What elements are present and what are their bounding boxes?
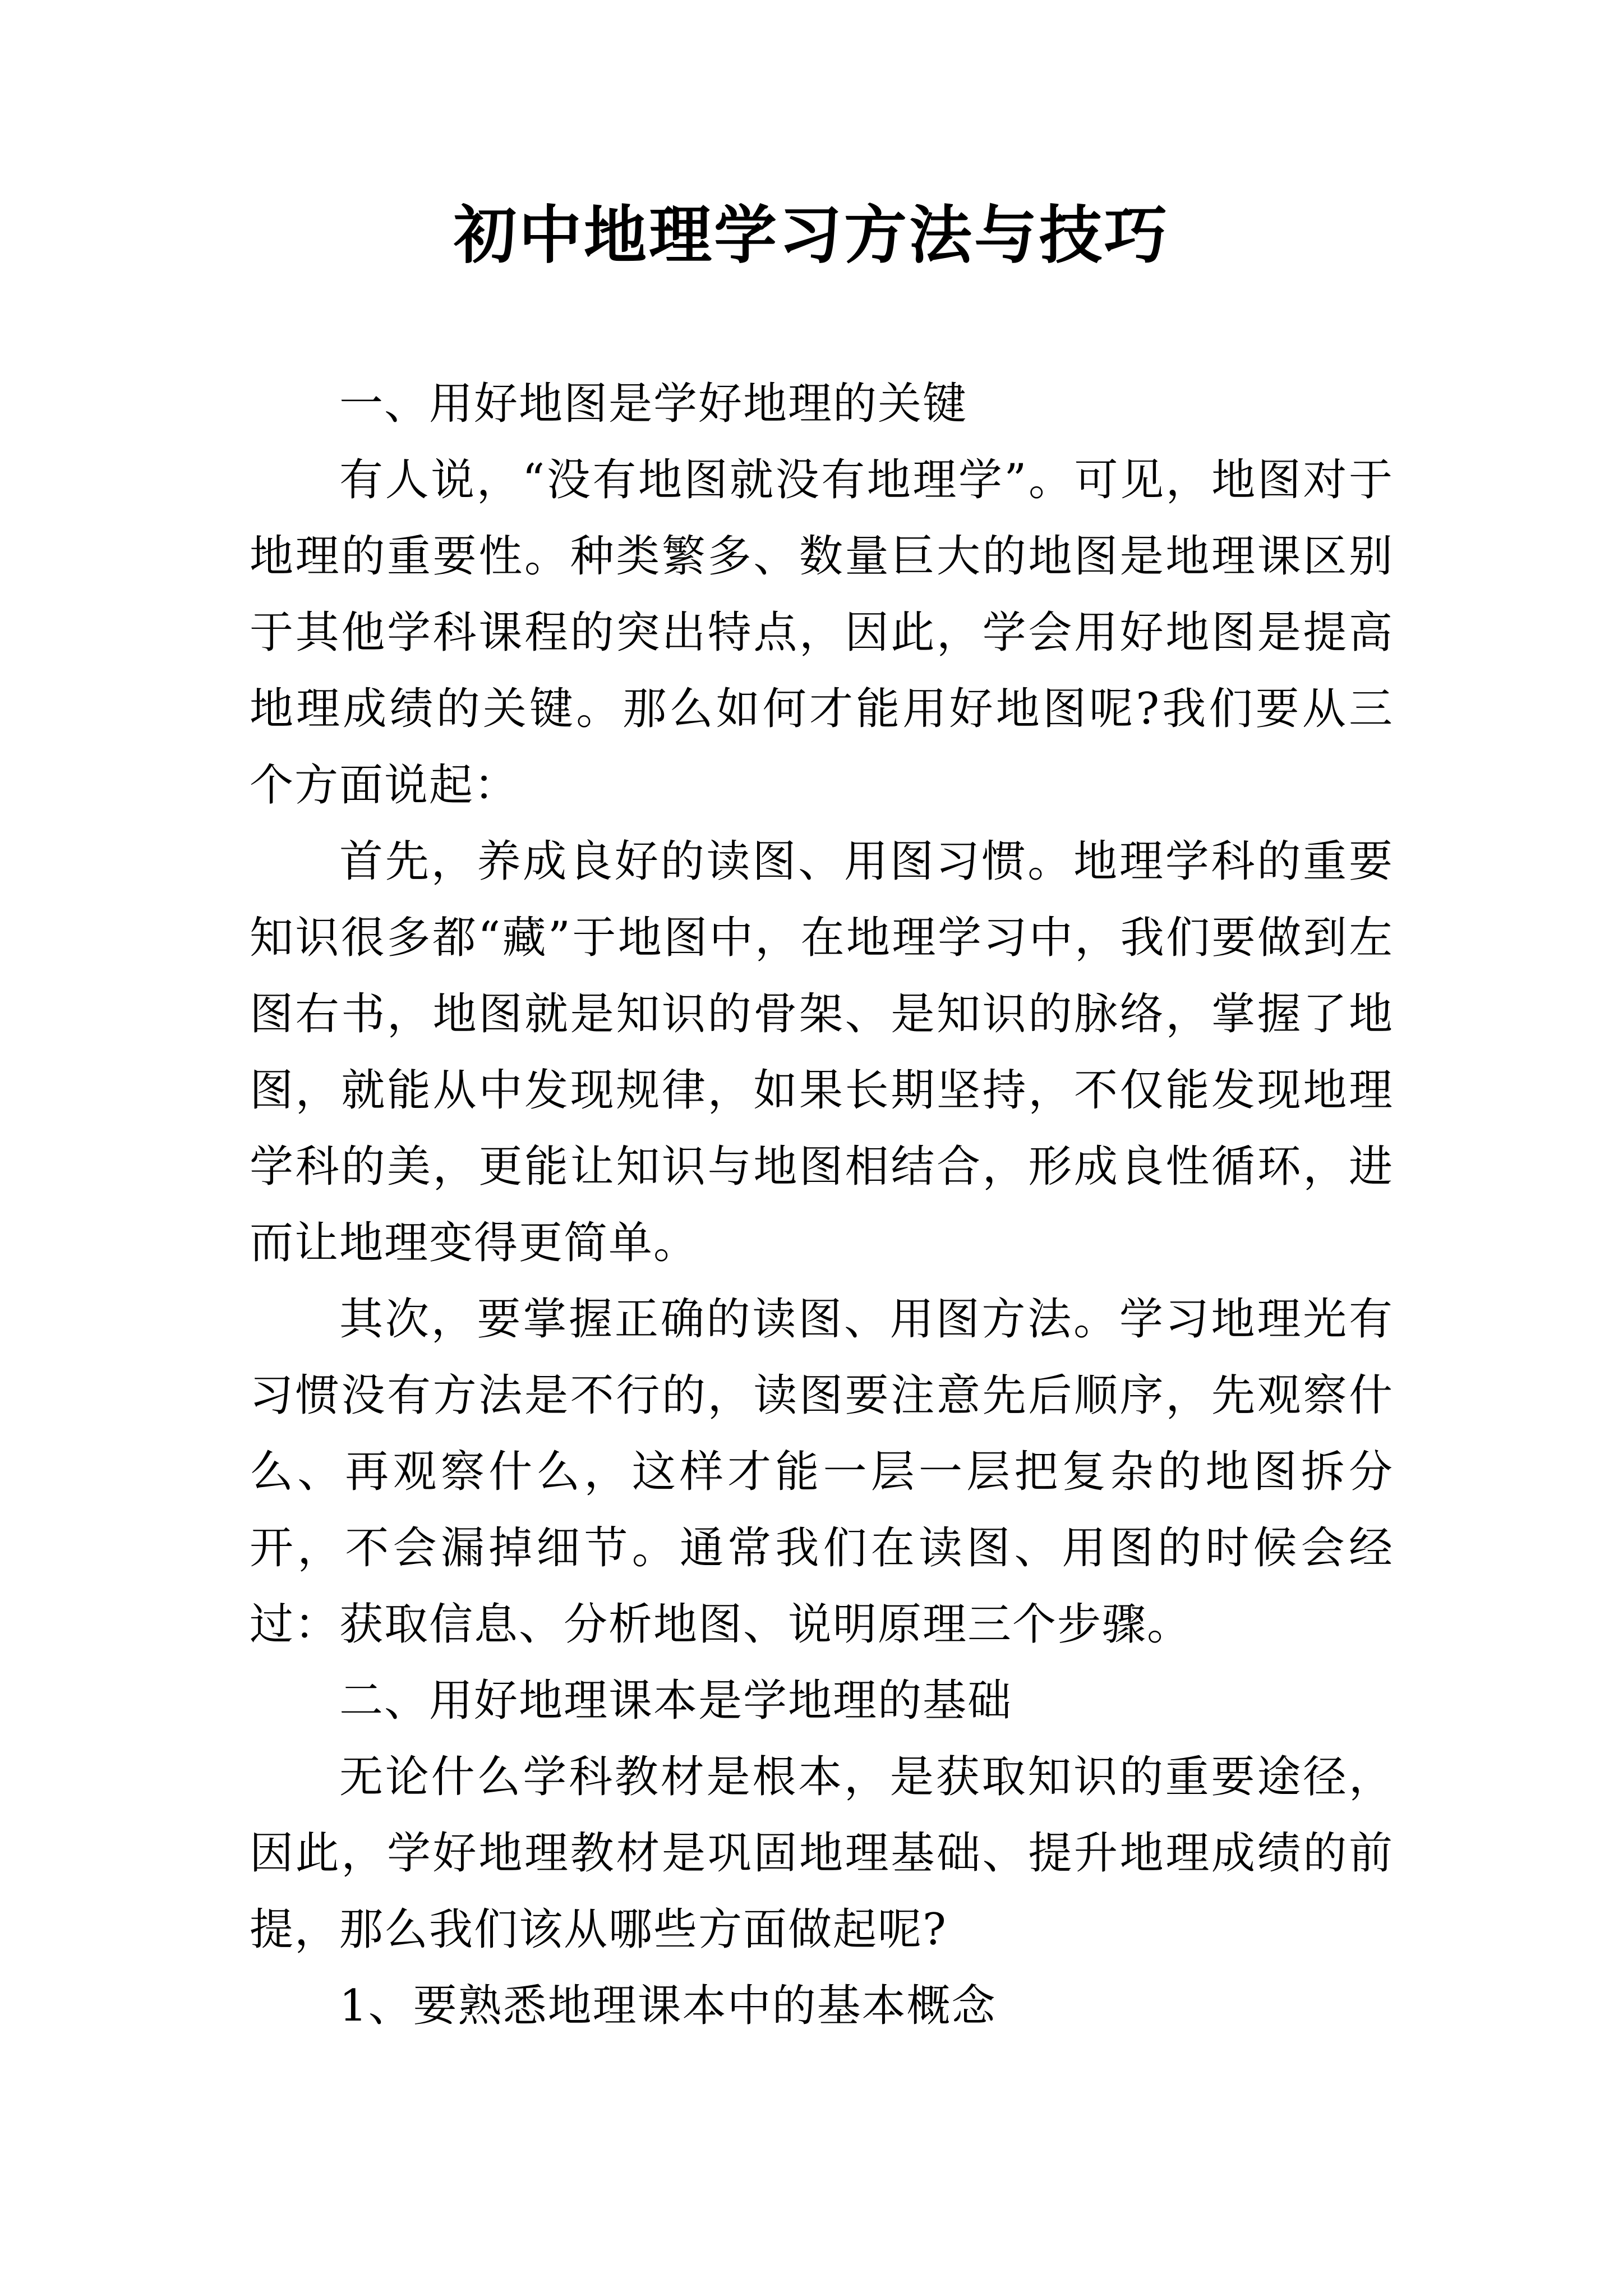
subheading-basic-concepts: 1、要熟悉地理课本中的基本概念 <box>339 1981 997 2031</box>
document-body <box>250 366 1394 2044</box>
document-title: 初中地理学习方法与技巧 <box>454 199 1169 272</box>
paragraph-map-importance: 有人说，“没有地图就没有地理学”。可见，地图对于地理的重要性。种类繁多、数量巨大的地图是地理课区别于其他学科课程的突出特点，因此，学会用好地图是提高地理成绩的关键。那么如何才能用好地图呢?我们要从三个方面说起： <box>250 455 1394 811</box>
section-heading-textbook: 二、用好地理课本是学地理的基础 <box>339 1676 1013 1726</box>
paragraph-textbook-importance: 无论什么学科教材是根本，是获取知识的重要途径，因此，学好地理教材是巩固地理基础、提升地理成绩的前提，那么我们该从哪些方面做起呢? <box>250 1752 1394 1955</box>
paragraph-reading-methods: 其次，要掌握正确的读图、用图方法。学习地理光有习惯没有方法是不行的，读图要注意先后顺序，先观察什么、再观察什么，这样才能一层一层把复杂的地图拆分开，不会漏掉细节。通常我们在读图、用图的时候会经过：获取信息、分析地图、说明原理三个步骤。 <box>250 1294 1394 1650</box>
section-heading-maps: 一、用好地图是学好地理的关键 <box>339 379 968 429</box>
paragraph-reading-habits: 首先，养成良好的读图、用图习惯。地理学科的重要知识很多都“藏”于地图中，在地理学习中，我们要做到左图右书，地图就是知识的骨架、是知识的脉络，掌握了地图，就能从中发现规律，如果长期坚持，不仅能发现地理学科的美，更能让知识与地图相结合，形成良性循环，进而让地理变得更简单。 <box>250 836 1394 1268</box>
